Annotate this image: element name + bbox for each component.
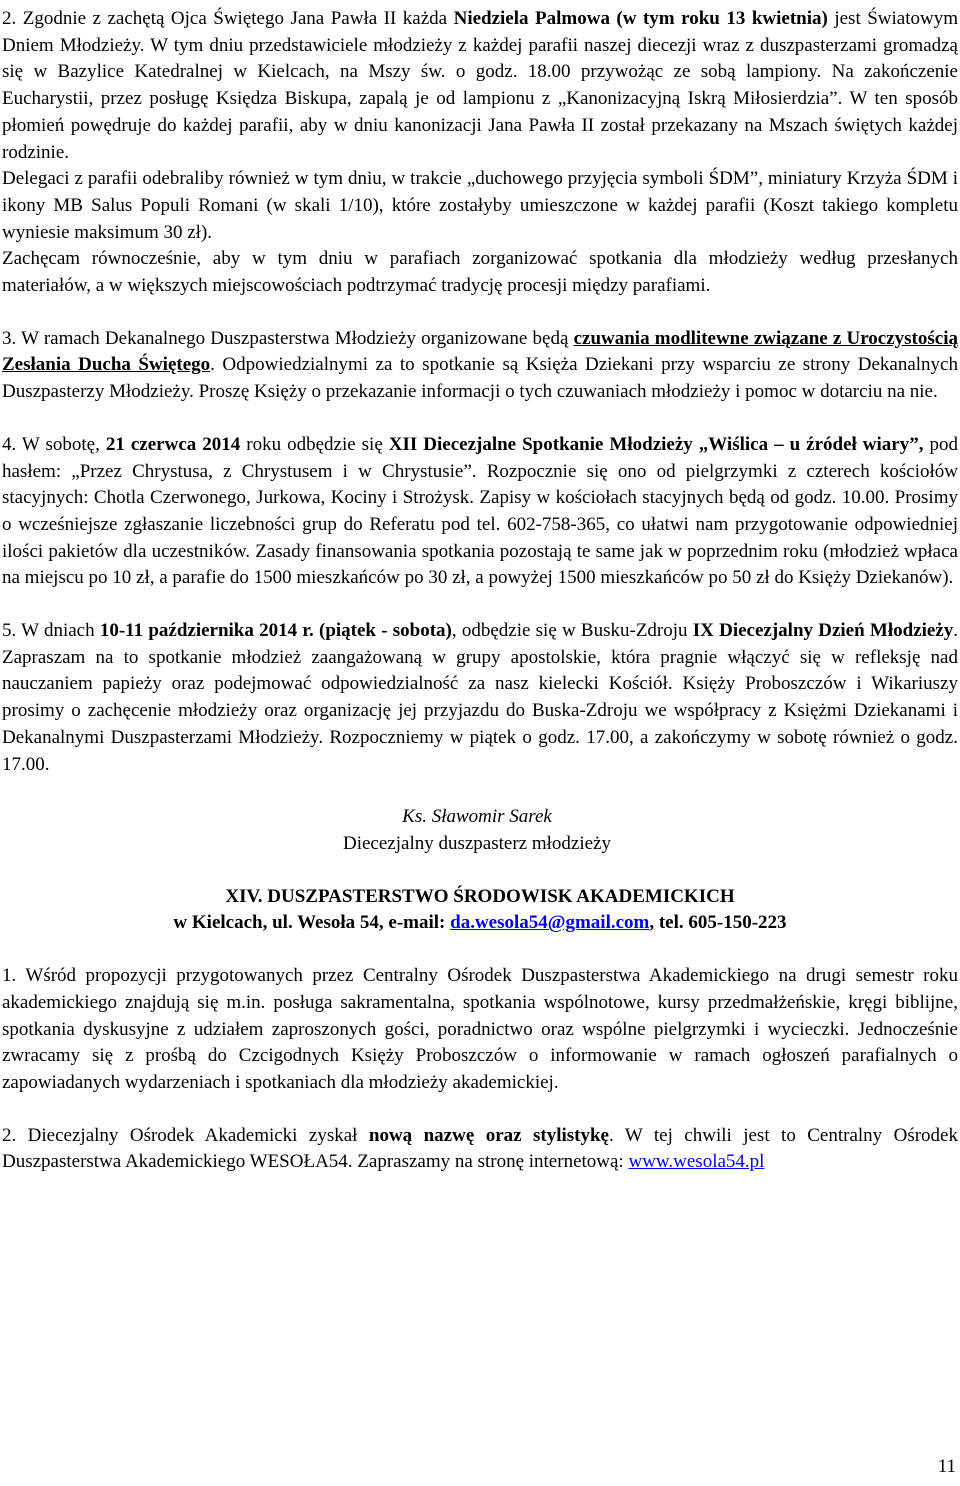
palm-sunday-date: Niedziela Palmowa (w tym roku 13 kwietnia) — [453, 8, 828, 29]
paragraph-2-encouragement: Zachęcam równocześnie, aby w tym dniu w parafiach zorganizować spotkania dla młodzieży według przesłanych materiałów, a w większych miejscowościach podtrzymać tradycję procesji między parafiami. — [2, 248, 958, 297]
spacer — [2, 858, 958, 884]
paragraph-2: 2. Zgodnie z zachętą Ojca Świętego Jana Pawła II każda Niedziela Palmowa (w tym roku 13 kwietnia) jest Światowym Dniem Młodzieży. W tym dniu przedstawiciele młodzieży z każdej parafii naszej diecezji wraz z duszpasterzami gromadzą się w Bazylice Katedralnej w Kielcach, na Mszy św. o godz. 18.00 przywożąc ze sobą lampiony. Na zakończenie Eucharystii, przez posługę Księdza Biskupa, zapalą je od lampionu z „Kanonizacyjną Iskrą Miłosierdzia”. W ten sposób płomień powędruje do każdej parafii, aby w dniu kanonizacji Jana Pawła II został przekazany na Mszach świętych każdej rodzinie. — [2, 8, 958, 163]
section-title: XIV. DUSZPASTERSTWO ŚRODOWISK AKADEMICKICH — [225, 885, 735, 907]
spacer — [2, 300, 958, 326]
signature-role: Diecezjalny duszpasterz młodzieży — [343, 832, 611, 854]
youth-day-title: IX Diecezjalny Dzień Młodzieży — [692, 620, 954, 642]
spacer — [2, 937, 958, 963]
section-paragraph-1: 1. Wśród propozycji przygotowanych przez Centralny Ośrodek Duszpasterstwa Akademickiego na drugi semestr roku akademickiego znajdują się m.in. posługa sakramentalna, spotkania wspólnotowe, kursy przedmałżeńskie, kręgi biblijne, spotkania dyskusyjne z udziałem zaproszonych gości, poradnictwo oraz wspólne pielgrzymki i wycieczki. Jednocześnie zwracamy się z prośbą do Czcigodnych Księży Proboszczów o informowanie w ramach ogłoszeń parafialnych o zapowiadanych wydarzeniach i spotkaniach dla młodzieży akademickiej. — [2, 965, 958, 1093]
paragraph-4: 4. W sobotę, 21 czerwca 2014 roku odbędzie się XII Diecezjalne Spotkanie Młodzieży „Wiślica – u źródeł wiary”, pod hasłem: „Przez Chrystusa, z Chrystusem i w Chrystusie”. Rozpocznie się ono od pielgrzymki z czterech kościołów stacyjnych: Chotla Czerwonego, Jurkowa, Kociny i Strożysk. Zapisy w kościołach stacyjnych będą od godz. 10.00. Prosimy o wcześniejsze zgłaszanie liczebności grup do Referatu pod tel. 602-758-365, co ułatwi nam przygotowanie odpowiedniej ilości pakietów dla uczestników. Zasady finansowania spotkania pozostają te same jak w poprzednim roku (młodzież wpłaca na miejscu po 10 zł, a parafie do 1500 mieszkańców po 30 zł, a powyżej 1500 mieszkańców po 50 zł do Księży Dziekanów). — [2, 433, 958, 589]
youth-day-days: (piątek - sobota) — [319, 620, 452, 642]
paragraph-5: 5. W dniach 10-11 października 2014 r. (piątek - sobota), odbędzie się w Busku-Zdroju IX Diecezjalny Dzień Młodzieży. Zapraszam na to spotkanie młodzież zaangażowaną w grupy apostolskie, która pragnie włączyć się w refleksję nad nauczaniem papieży oraz podejmować odpowiedzialność za nasz kielecki Kościół. Księży Proboszczów i Wikariuszy prosimy o zachęcenie młodzieży oraz organizację jej przyjazdu do Buska-Zdroju we współpracy z Księżmi Dziekanami i Dekanalnymi Duszpasterzami Młodzieży. Rozpoczniemy w piątek o godz. 17.00, a zakończymy w sobotę również o godz. 17.00. — [2, 620, 958, 775]
meeting-title: XII Diecezjalne Spotkanie Młodzieży „Wiślica – u źródeł wiary”, — [388, 433, 924, 455]
email-link[interactable]: da.wesola54@gmail.com — [450, 912, 650, 934]
website-link[interactable]: www.wesola54.pl — [628, 1151, 765, 1173]
spacer — [2, 778, 958, 804]
spacer — [2, 592, 958, 618]
meeting-date: 21 czerwca 2014 — [105, 433, 241, 455]
spacer — [2, 406, 958, 432]
section-paragraph-2: 2. Diecezjalny Ośrodek Akademicki zyskał nową nazwę oraz stylistykę. W tej chwili jest to Centralny Ośrodek Duszpasterstwa Akademickiego WESOŁA54. Zapraszamy na stronę internetową: www.wesola54.pl — [2, 1124, 958, 1173]
spacer — [2, 1097, 958, 1123]
vigil-title: czuwania modlitewne związane z Uroczystością Zesłania Ducha Świętego — [2, 327, 958, 376]
youth-day-date: 10-11 października 2014 r. — [99, 620, 314, 642]
page-number: 11 — [937, 1456, 956, 1477]
section-address: w Kielcach, ul. Wesoła 54, e-mail: da.wesola54@gmail.com, tel. 605-150-223 — [173, 912, 787, 934]
paragraph-3: 3. W ramach Dekanalnego Duszpasterstwa Młodzieży organizowane będą czuwania modlitewne związane z Uroczystością Zesłania Ducha Świętego. Odpowiedzialnymi za to spotkanie są Księża Dziekani przy wsparciu ze strony Dekanalnych Duszpasterzy Młodzieży. Proszę Księży o przekazanie informacji o tych czuwaniach młodzieży i pomoc w dotarciu na nie. — [2, 327, 958, 403]
new-name-emphasis: nową nazwę oraz stylistykę — [368, 1124, 609, 1146]
paragraph-2-delegates: Delegaci z parafii odebraliby również w tym dniu, w trakcie „duchowego przyjęcia symboli ŚDM”, miniatury Krzyża ŚDM i ikony MB Salus Populi Romani (w skali 1/10), które zostałyby umieszczone w każdej parafii (Koszt takiego kompletu wyniesie maksimum 30 zł). — [2, 168, 958, 243]
signature-name: Ks. Sławomir Sarek — [402, 806, 552, 828]
